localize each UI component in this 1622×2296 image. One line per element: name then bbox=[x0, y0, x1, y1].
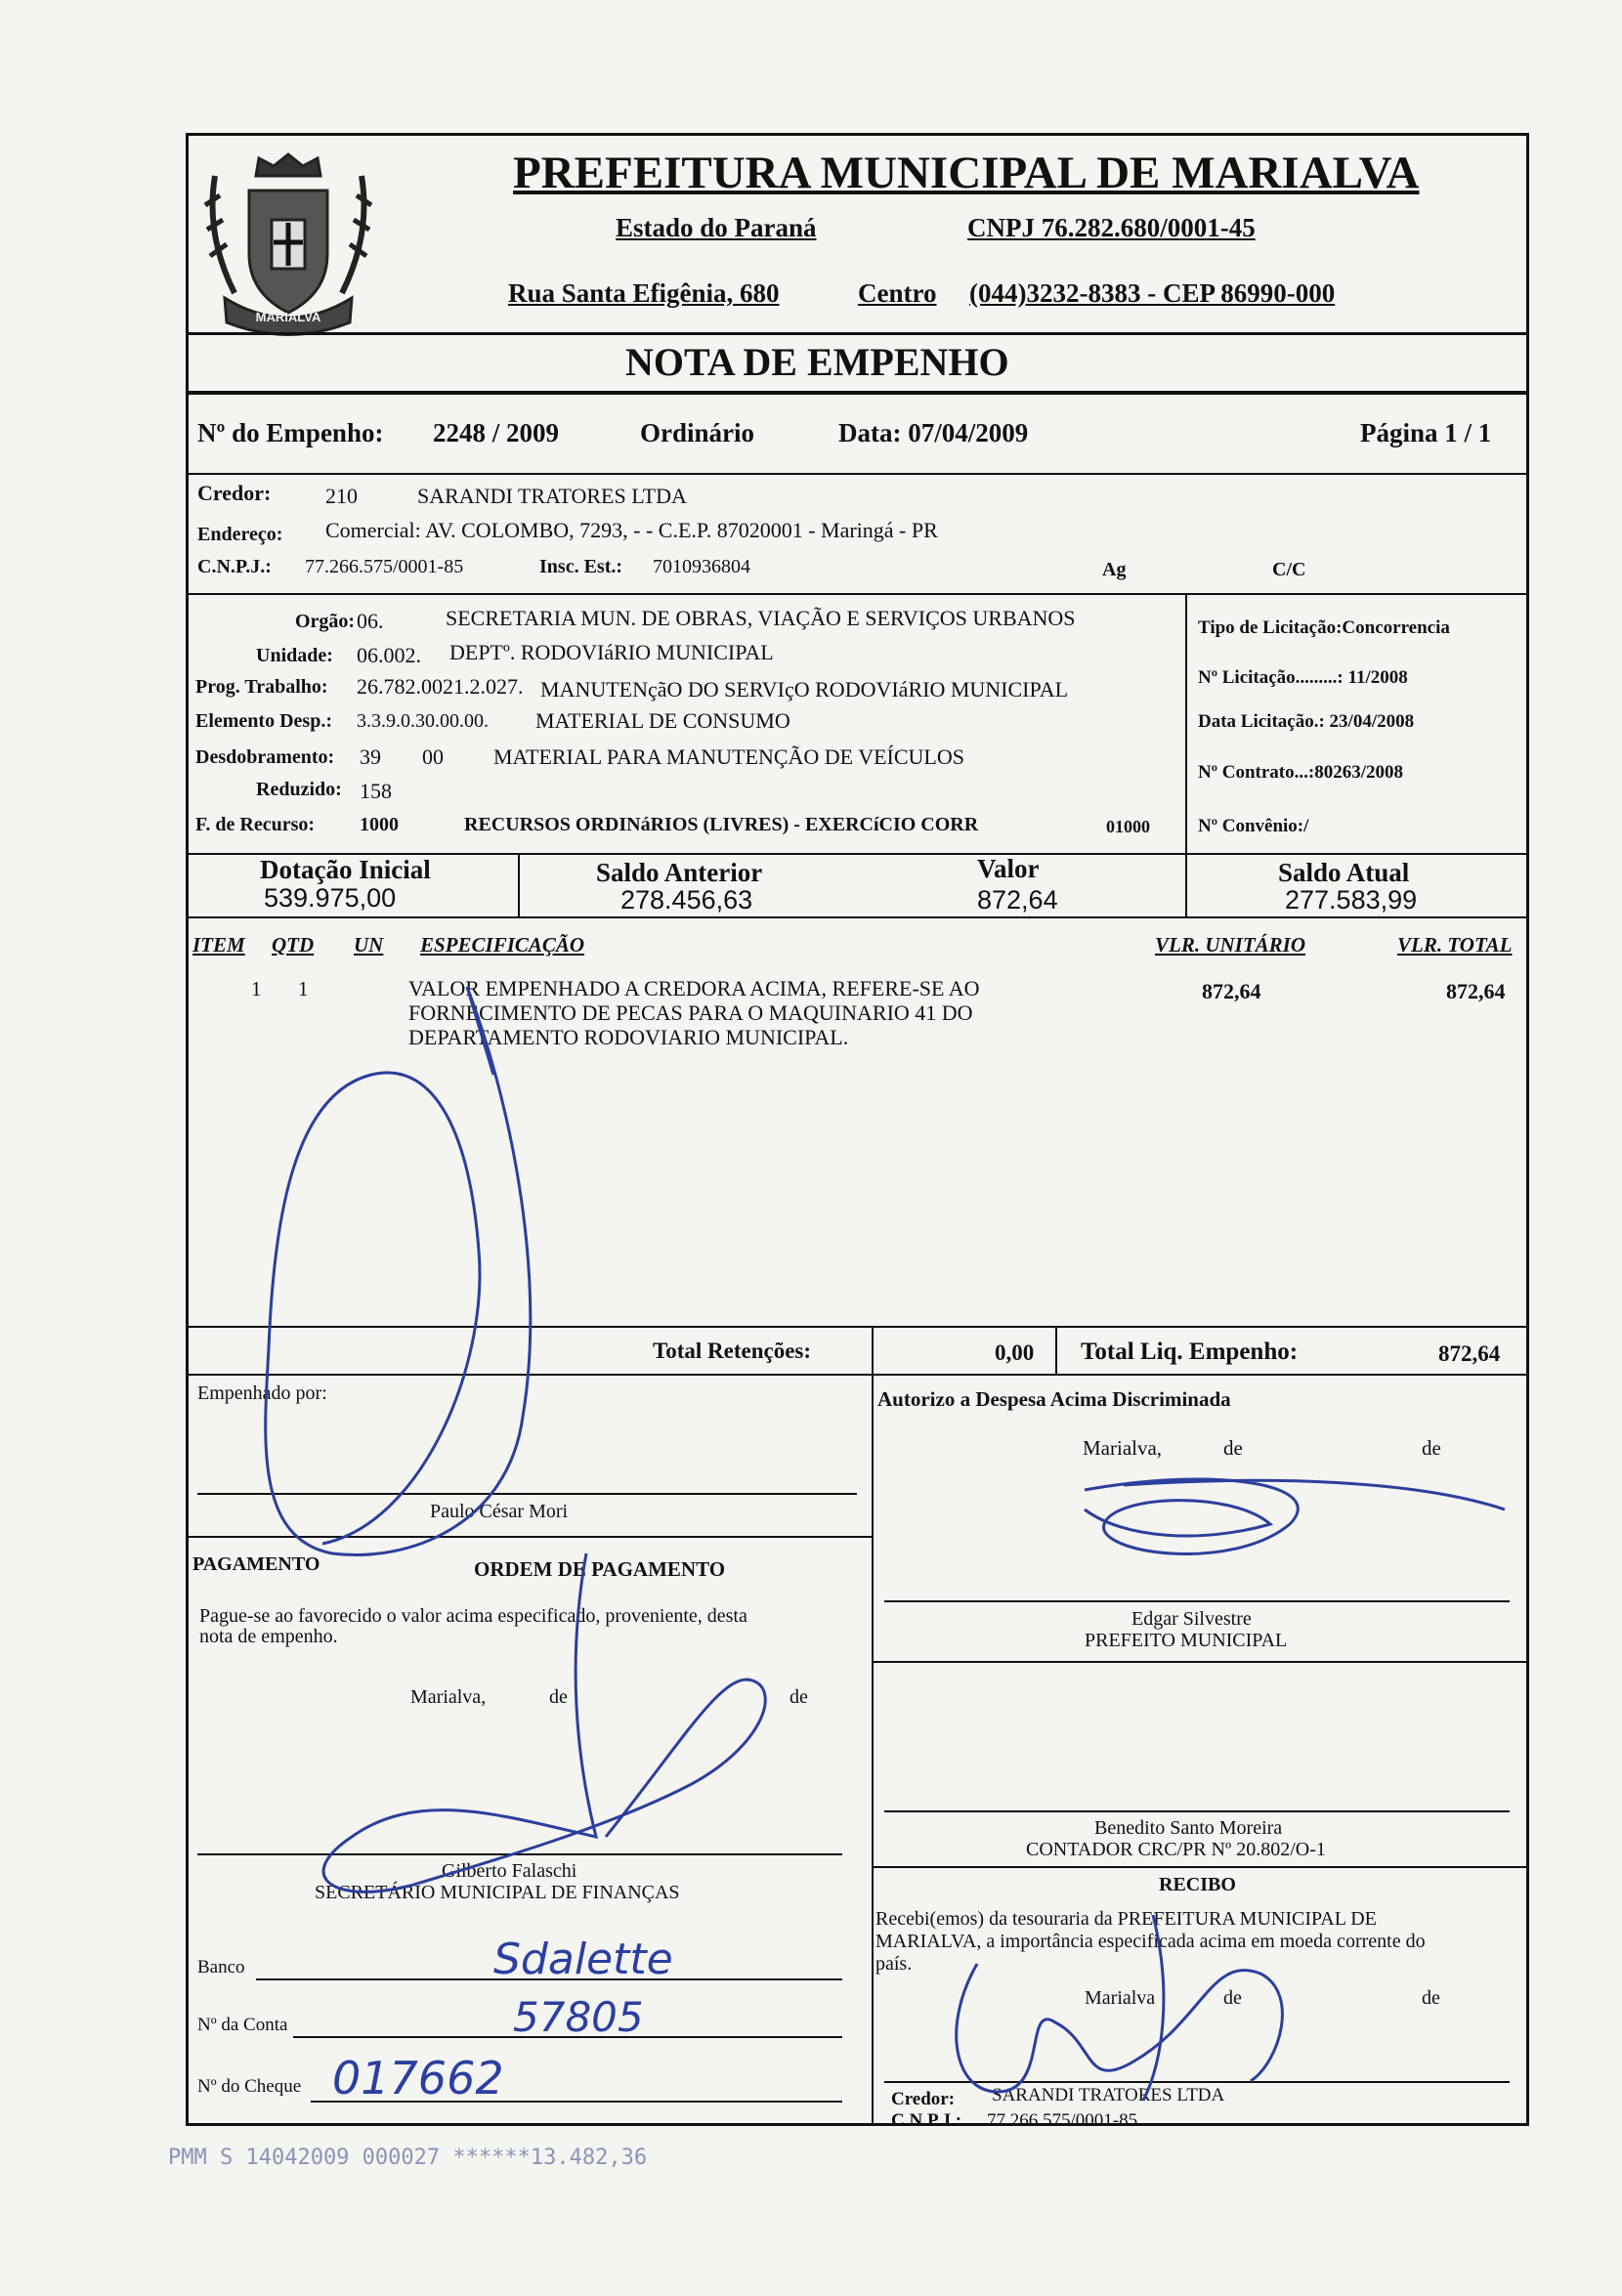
elem-value: 3.3.9.0.30.00.00. bbox=[357, 710, 489, 732]
credor-address: Comercial: AV. COLOMBO, 7293, - - C.E.P. 87020001 - Maringá - PR bbox=[325, 518, 938, 542]
cc-label: C/C bbox=[1272, 559, 1306, 580]
cnpj-field-label: C.N.P.J.: bbox=[197, 556, 272, 577]
liq-value: 872,64 bbox=[1438, 1341, 1501, 1366]
col-item: ITEM bbox=[192, 933, 245, 957]
recibo-de1: de bbox=[1223, 1987, 1242, 2009]
cheque-label: Nº do Cheque bbox=[197, 2076, 302, 2097]
elem-label: Elemento Desp.: bbox=[195, 710, 332, 732]
empenho-number: 2248 / 2009 bbox=[433, 418, 560, 447]
recibo-credor-value: SARANDI TRATORES LTDA bbox=[992, 2085, 1225, 2105]
contador-role: CONTADOR CRC/PR Nº 20.802/O-1 bbox=[1026, 1839, 1326, 1860]
orgao-desc: SECRETARIA MUN. DE OBRAS, VIAÇÃO E SERVIÇOS URBANOS bbox=[446, 606, 1076, 630]
orgao-label: Orgão: bbox=[295, 611, 356, 632]
empenho-date: Data: 07/04/2009 bbox=[838, 418, 1029, 447]
pagamento-text1: Pague-se ao favorecido o valor acima especificado, proveniente, desta bbox=[199, 1605, 747, 1627]
pagamento-de1: de bbox=[549, 1686, 568, 1708]
autorizo-label: Autorizo a Despesa Acima Discriminada bbox=[877, 1387, 1231, 1411]
recibo-text2: MARIALVA, a importância especificada acima em moeda corrente do bbox=[875, 1931, 1426, 1952]
recibo-text1: Recebi(emos) da tesouraria da PREFEITURA MUNICIPAL DE bbox=[875, 1908, 1377, 1930]
empenho-type: Ordinário bbox=[640, 418, 755, 447]
recibo-cnpj-value: 77.266.575/0001-85 bbox=[987, 2110, 1138, 2131]
item-total-value: 872,64 bbox=[1446, 979, 1506, 1003]
recibo-de2: de bbox=[1422, 1987, 1440, 2009]
licitacao-numero: Nº Licitação.........: 11/2008 bbox=[1198, 667, 1408, 688]
rec-desc: RECURSOS ORDINáRIOS (LIVRES) - EXERCíCIO CORR bbox=[464, 814, 979, 835]
recibo-title: RECIBO bbox=[1159, 1874, 1236, 1895]
saldo-atual-label: Saldo Atual bbox=[1278, 858, 1410, 887]
rec-label: F. de Recurso: bbox=[195, 814, 316, 835]
dotacao-value: 539.975,00 bbox=[264, 883, 397, 913]
licitacao-data: Data Licitação.: 23/04/2008 bbox=[1198, 711, 1415, 732]
secretario-role: SECRETÁRIO MUNICIPAL DE FINANÇAS bbox=[315, 1882, 680, 1903]
empenhado-name: Paulo César Mori bbox=[430, 1501, 569, 1522]
conta-handwritten: 57805 bbox=[513, 1993, 644, 2041]
autorizo-de1: de bbox=[1223, 1436, 1243, 1460]
conta-label: Nº da Conta bbox=[197, 2015, 288, 2035]
desd-a: 39 bbox=[360, 744, 381, 769]
liq-label: Total Liq. Empenho: bbox=[1081, 1339, 1299, 1365]
page-title: PREFEITURA MUNICIPAL DE MARIALVA bbox=[513, 148, 1420, 198]
rec-value: 1000 bbox=[360, 814, 399, 835]
retencoes-value: 0,00 bbox=[995, 1340, 1035, 1365]
item-spec-line3: DEPARTAMENTO RODOVIARIO MUNICIPAL. bbox=[408, 1025, 849, 1049]
prog-label: Prog. Trabalho: bbox=[195, 676, 328, 698]
prog-desc: MANUTENçãO DO SERVIçO RODOVIáRIO MUNICIPAL bbox=[540, 677, 1069, 702]
elem-desc: MATERIAL DE CONSUMO bbox=[535, 708, 790, 733]
licitacao-contrato: Nº Contrato...:80263/2008 bbox=[1198, 762, 1403, 783]
insc-value: 7010936804 bbox=[653, 556, 750, 577]
item-number: 1 bbox=[251, 977, 262, 1000]
autorizo-de2: de bbox=[1422, 1436, 1441, 1460]
saldo-anterior-label: Saldo Anterior bbox=[596, 858, 763, 887]
col-qtd: QTD bbox=[272, 933, 315, 957]
red-value: 158 bbox=[360, 779, 392, 803]
empenhado-label: Empenhado por: bbox=[197, 1382, 327, 1404]
licitacao-tipo: Tipo de Licitação:Concorrencia bbox=[1198, 617, 1450, 638]
pagamento-de2: de bbox=[790, 1686, 808, 1708]
unidade-desc: DEPTº. RODOVIáRIO MUNICIPAL bbox=[449, 640, 774, 664]
autorizo-city: Marialva, bbox=[1083, 1436, 1163, 1460]
insc-label: Insc. Est.: bbox=[539, 556, 623, 577]
cnpj-label: CNPJ 76.282.680/0001-45 bbox=[967, 213, 1256, 242]
rec-code: 01000 bbox=[1106, 817, 1150, 836]
dotacao-label: Dotação Inicial bbox=[260, 855, 431, 884]
saldo-atual-value: 277.583,99 bbox=[1285, 885, 1418, 914]
banco-label: Banco bbox=[197, 1957, 245, 1977]
col-un: UN bbox=[354, 933, 384, 957]
valor-value: 872,64 bbox=[977, 885, 1058, 914]
address-field-label: Endereço: bbox=[197, 524, 283, 545]
pagamento-city: Marialva, bbox=[410, 1686, 487, 1708]
credor-name: SARANDI TRATORES LTDA bbox=[417, 484, 687, 508]
prog-value: 26.782.0021.2.027. bbox=[357, 674, 524, 699]
recibo-cnpj-label: C.N.P.J.: bbox=[891, 2110, 962, 2131]
ag-label: Ag bbox=[1102, 559, 1127, 580]
saldo-anterior-value: 278.456,63 bbox=[620, 885, 753, 914]
retencoes-label: Total Retenções: bbox=[653, 1339, 812, 1363]
item-spec-line1: VALOR EMPENHADO A CREDORA ACIMA, REFERE-SE AO bbox=[408, 976, 980, 1000]
recibo-credor-label: Credor: bbox=[891, 2089, 956, 2109]
item-spec-line2: FORNECIMENTO DE PECAS PARA O MAQUINARIO 41 DO bbox=[408, 1000, 973, 1025]
red-label: Reduzido: bbox=[256, 779, 342, 800]
valor-label: Valor bbox=[977, 854, 1040, 883]
desd-desc: MATERIAL PARA MANUTENÇÃO DE VEÍCULOS bbox=[493, 744, 964, 769]
col-spec: ESPECIFICAÇÃO bbox=[420, 933, 585, 957]
pagamento-text2: nota de empenho. bbox=[199, 1626, 338, 1647]
doc-title: NOTA DE EMPENHO bbox=[625, 340, 1009, 384]
seal-banner-text: MARIALVA bbox=[255, 310, 321, 324]
prefeito-role: PREFEITO MUNICIPAL bbox=[1085, 1630, 1288, 1651]
col-unit: VLR. UNITÁRIO bbox=[1155, 933, 1306, 957]
col-total: VLR. TOTAL bbox=[1397, 933, 1513, 957]
state-label: Estado do Paraná bbox=[616, 213, 817, 242]
unidade-label: Unidade: bbox=[256, 645, 333, 666]
item-qtd: 1 bbox=[298, 977, 309, 1000]
contador-name: Benedito Santo Moreira bbox=[1094, 1817, 1283, 1839]
prefeito-name: Edgar Silvestre bbox=[1131, 1608, 1252, 1630]
recibo-city: Marialva bbox=[1085, 1987, 1156, 2009]
cheque-handwritten: 017662 bbox=[332, 2052, 504, 2105]
desd-label: Desdobramento: bbox=[195, 746, 335, 768]
desd-b: 00 bbox=[422, 744, 444, 769]
center-label: Centro bbox=[858, 278, 937, 308]
phone-cep-label: (044)3232-8383 - CEP 86990-000 bbox=[969, 278, 1336, 308]
ordem-label: ORDEM DE PAGAMENTO bbox=[474, 1557, 726, 1581]
credor-cnpj: 77.266.575/0001-85 bbox=[305, 556, 464, 577]
empenho-label: Nº do Empenho: bbox=[197, 418, 384, 447]
banco-handwritten: Sdalette bbox=[493, 1935, 673, 1984]
unidade-value: 06.002. bbox=[357, 643, 421, 667]
licitacao-convenio: Nº Convênio:/ bbox=[1198, 816, 1309, 836]
address-label: Rua Santa Efigênia, 680 bbox=[508, 278, 780, 308]
credor-code: 210 bbox=[325, 484, 358, 508]
orgao-value: 06. bbox=[357, 609, 384, 633]
recibo-text3: país. bbox=[875, 1953, 913, 1975]
footer-stamp: PMM S 14042009 000027 ******13.482,36 bbox=[168, 2146, 648, 2170]
credor-label: Credor: bbox=[197, 481, 272, 505]
pagamento-label: PAGAMENTO bbox=[192, 1553, 320, 1575]
item-unit-value: 872,64 bbox=[1202, 979, 1261, 1003]
page-number: Página 1 / 1 bbox=[1360, 418, 1492, 447]
secretario-name: Gilberto Falaschi bbox=[442, 1860, 577, 1882]
